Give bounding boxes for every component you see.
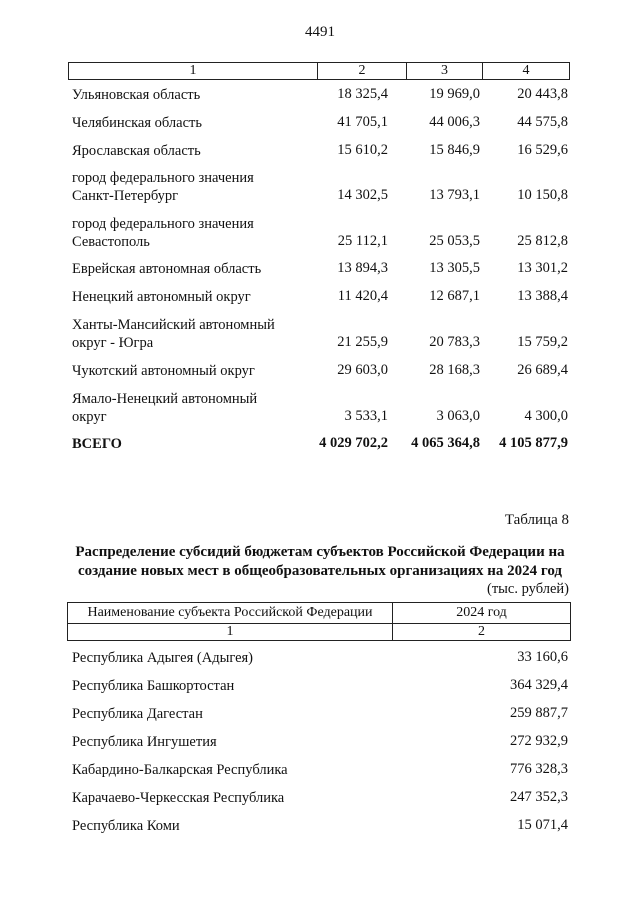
total-cell: 4 029 702,2: [319, 435, 388, 451]
table-cell: 15 759,2: [517, 334, 568, 350]
table8-col-number-1: 1: [226, 624, 234, 639]
table-cell: 13 793,1: [429, 187, 480, 203]
table-label: Таблица 8: [504, 512, 569, 528]
table-cell: 3 533,1: [344, 408, 388, 424]
table-cell: 25 053,5: [429, 233, 480, 249]
table-cell: 13 305,5: [429, 260, 480, 276]
table8-header: [67, 602, 571, 641]
units-note: (тыс. рублей): [487, 581, 569, 597]
table-row-name: Ярославская область: [72, 143, 201, 159]
table-cell: 15 071,4: [517, 817, 568, 833]
table-cell: 15 610,2: [337, 142, 388, 158]
table-cell: 44 006,3: [429, 114, 480, 130]
table7-header-row: [68, 62, 570, 80]
table-row-name: Кабардино-Балкарская Республика: [72, 762, 288, 778]
table7-header-col2: 2: [358, 63, 366, 78]
table8-col-header-name: Наименование субъекта Российской Федерации: [87, 605, 373, 620]
table-cell: 272 932,9: [510, 733, 568, 749]
table-cell: 14 302,5: [337, 187, 388, 203]
table-cell: 13 388,4: [517, 288, 568, 304]
table8-col-header-year: 2024 год: [456, 605, 507, 620]
table-cell: 4 300,0: [524, 408, 568, 424]
table-cell: 364 329,4: [510, 677, 568, 693]
table-row-name: Республика Адыгея (Адыгея): [72, 650, 254, 666]
table-row-name: Ненецкий автономный округ: [72, 289, 251, 305]
table-cell: 247 352,3: [510, 789, 568, 805]
table-cell: 19 969,0: [429, 86, 480, 102]
table7-header-col1: 1: [189, 63, 197, 78]
table7-header-col4: 4: [522, 63, 530, 78]
table-cell: 15 846,9: [429, 142, 480, 158]
table-cell: 25 812,8: [517, 233, 568, 249]
table-cell: 26 689,4: [517, 362, 568, 378]
total-cell: 4 065 364,8: [411, 435, 480, 451]
table-cell: 29 603,0: [337, 362, 388, 378]
table-cell: 25 112,1: [337, 233, 388, 249]
table-row-name: Республика Дагестан: [72, 706, 203, 722]
table-cell: 33 160,6: [517, 649, 568, 665]
table-cell: 28 168,3: [429, 362, 480, 378]
table-row-name: город федерального значения: [72, 170, 254, 186]
table-cell: 20 443,8: [517, 86, 568, 102]
table-row-name: Республика Коми: [72, 818, 180, 834]
table-cell: 13 301,2: [517, 260, 568, 276]
table-cell: 3 063,0: [436, 408, 480, 424]
table-cell: 10 150,8: [517, 187, 568, 203]
table-cell: 16 529,6: [517, 142, 568, 158]
table-cell: 776 328,3: [510, 761, 568, 777]
table-cell: 21 255,9: [337, 334, 388, 350]
table-row-name: округ - Югра: [72, 335, 154, 351]
table-row-name: округ: [72, 409, 107, 425]
table7-header-col3: 3: [441, 63, 448, 78]
table-row-name: Ульяновская область: [72, 87, 201, 103]
total-label: ВСЕГО: [72, 436, 122, 452]
table-row-name: Республика Башкортостан: [72, 678, 235, 694]
total-cell: 4 105 877,9: [499, 435, 568, 451]
table-row-name: Республика Ингушетия: [72, 734, 217, 750]
table-row-name: Ханты-Мансийский автономный: [72, 317, 275, 333]
table-row-name: Карачаево-Черкесская Республика: [72, 790, 285, 806]
table-cell: 13 894,3: [337, 260, 388, 276]
table-cell: 11 420,4: [337, 288, 388, 304]
table-row-name: Челябинская область: [72, 115, 202, 131]
table-caption: Распределение субсидий бюджетам субъектов Российской Федерации на создание новых мест в общеобразовательных организациях на 2024 год: [75, 544, 565, 579]
table-cell: 44 575,8: [517, 114, 568, 130]
table-row-name: Еврейская автономная область: [72, 261, 262, 277]
table-cell: 41 705,1: [337, 114, 388, 130]
table-cell: 12 687,1: [429, 288, 480, 304]
table-cell: 20 783,3: [429, 334, 480, 350]
table-row-name: Севастополь: [72, 234, 150, 250]
table8-col-number-2: 2: [478, 624, 485, 639]
table-cell: 259 887,7: [510, 705, 568, 721]
table-row-name: Чукотский автономный округ: [72, 363, 255, 379]
table-row-name: Ямало-Ненецкий автономный: [72, 391, 258, 407]
table-row-name: Санкт-Петербург: [72, 188, 179, 204]
table-cell: 18 325,4: [337, 86, 388, 102]
table-row-name: город федерального значения: [72, 216, 254, 232]
page-number: 4491: [305, 24, 335, 40]
